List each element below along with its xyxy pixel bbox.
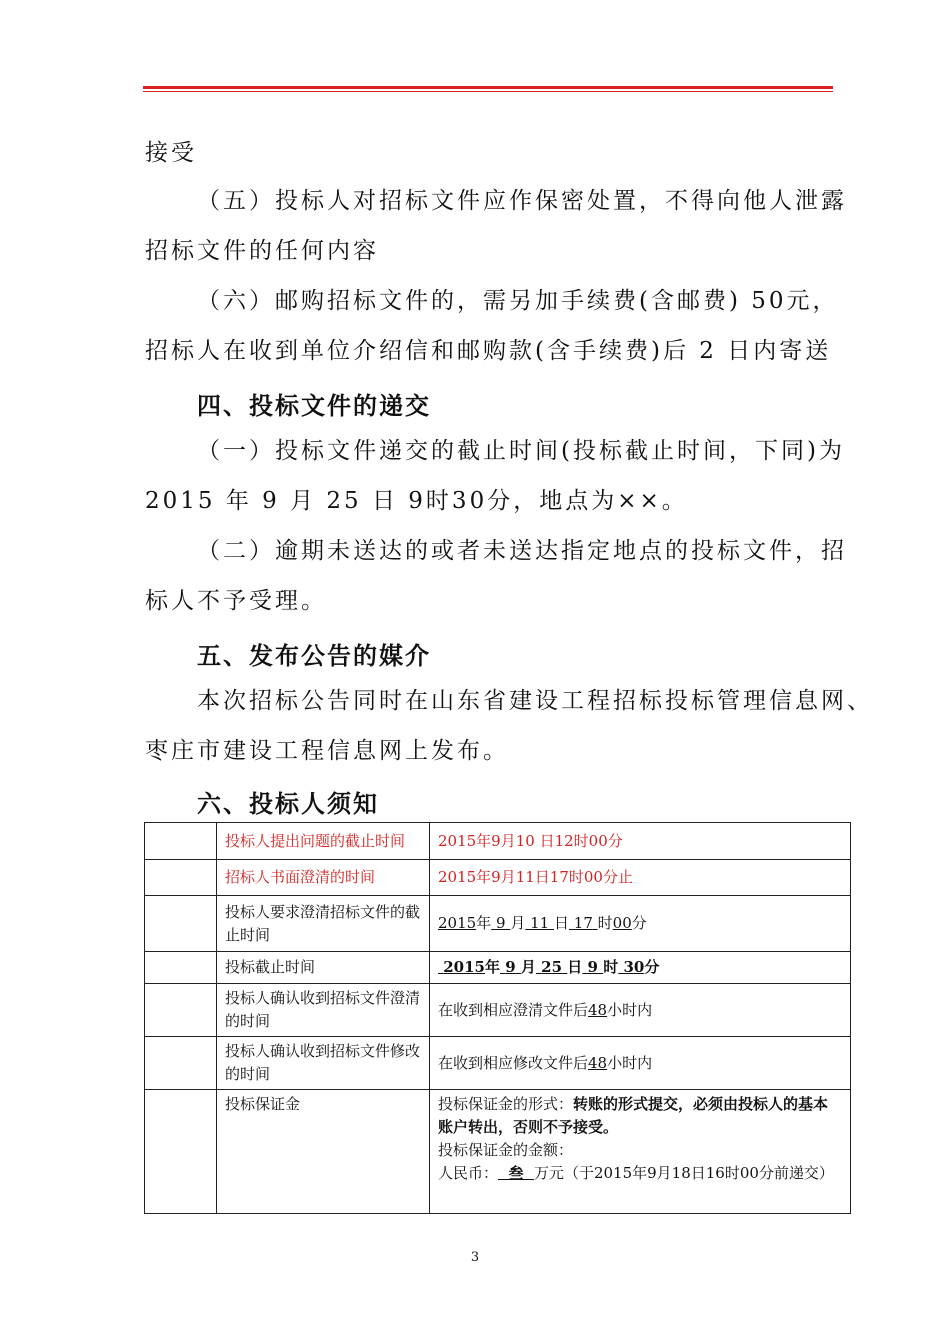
date-unit: 日 (567, 958, 583, 976)
date-month: 9 (505, 958, 516, 976)
table-cell-label: 投标人确认收到招标文件修改的时间 (217, 1037, 430, 1090)
table-cell-blank (145, 823, 217, 860)
text-line: 本次招标公告同时在山东省建设工程招标投标管理信息网、 (197, 688, 873, 714)
hours-value: 48 (588, 1053, 608, 1072)
date-day: 25 (541, 958, 563, 976)
table-cell-blank (145, 952, 217, 984)
paragraph-submission-deadline (145, 426, 845, 526)
table-cell-blank (145, 1037, 217, 1090)
table-row (145, 860, 851, 896)
paragraph-media (145, 676, 873, 776)
section-heading-6: 六、投标人须知 (197, 790, 379, 818)
value-text: 小时内 (607, 1053, 653, 1072)
date-minute: 30 (623, 958, 645, 976)
header-rule-thick (143, 86, 833, 89)
text-line: 接受 (145, 140, 197, 166)
value-text: 投标保证金的形式： (438, 1095, 574, 1113)
date-unit: 分 (631, 914, 647, 932)
table-cell-value (430, 1037, 851, 1090)
value-text: 在收到相应澄清文件后 (438, 1000, 589, 1019)
table-cell-label: 投标保证金 (217, 1090, 430, 1214)
table-cell-value: 2015年9月11日17时00分止 (430, 860, 851, 896)
section-heading-5: 五、发布公告的媒介 (197, 642, 431, 670)
date-year: 2015 (438, 914, 477, 932)
table-cell-label: 招标人书面澄清的时间 (217, 860, 430, 896)
table-cell-label: 投标截止时间 (217, 952, 430, 984)
text-line: 枣庄市建设工程信息网上发布。 (145, 738, 509, 764)
date-hour: 9 (587, 958, 598, 976)
table-cell-label: 投标人要求澄清招标文件的截止时间 (217, 896, 430, 952)
text-line: 2015 年 9 月 25 日 9时30分，地点为××。 (145, 488, 688, 514)
bidder-notice-table (144, 822, 851, 1214)
page-number: 3 (470, 1250, 480, 1265)
text-line: 招标文件的任何内容 (145, 238, 379, 264)
paragraph-item-5 (145, 176, 847, 276)
deposit-amount: 叁 (508, 1164, 524, 1182)
text-line: （一）投标文件递交的截止时间(投标截止时间，下同)为 (197, 438, 845, 464)
table-cell-value (430, 984, 851, 1037)
paragraph-item-6 (145, 276, 840, 376)
date-day: 11 (530, 914, 550, 932)
table-cell-blank (145, 896, 217, 952)
text-line: 招标人在收到单位介绍信和邮购款(含手续费)后 2 日内寄送 (145, 338, 832, 364)
date-unit: 年 (476, 914, 492, 932)
value-text: 在收到相应修改文件后 (438, 1053, 589, 1072)
date-unit: 年 (484, 958, 500, 976)
header-rule-thin (143, 91, 833, 92)
date-unit: 日 (553, 914, 569, 932)
table-cell-blank (145, 860, 217, 896)
table-cell-blank (145, 984, 217, 1037)
value-text: 万元（于2015年9月18日16时00分前递交） (533, 1164, 834, 1182)
date-unit: 时 (603, 958, 619, 976)
table-row (145, 984, 851, 1037)
hours-value: 48 (588, 1000, 608, 1019)
date-month: 9 (495, 914, 506, 932)
table-cell-blank (145, 1090, 217, 1214)
paragraph-continuation (145, 128, 840, 178)
table-cell-label: 投标人提出问题的截止时间 (217, 823, 430, 860)
table-cell-label: 投标人确认收到招标文件澄清的时间 (217, 984, 430, 1037)
value-text: 小时内 (607, 1000, 653, 1019)
table-row (145, 823, 851, 860)
table-cell-value: 2015年9月10 日12时00分 (430, 823, 851, 860)
date-hour: 17 (573, 914, 593, 932)
table-row (145, 952, 851, 984)
date-unit: 月 (520, 958, 536, 976)
table-cell-value (430, 896, 851, 952)
text-line: （六）邮购招标文件的，需另加手续费(含邮费) 50元， (197, 288, 839, 314)
date-year: 2015 (443, 958, 485, 976)
table-row (145, 1037, 851, 1090)
table-row (145, 896, 851, 952)
value-text: 投标保证金的金额： (438, 1141, 574, 1159)
value-text: 人民币： (438, 1164, 499, 1182)
date-minute: 00 (612, 914, 632, 932)
date-unit: 月 (510, 914, 526, 932)
text-line: （二）逾期未送达的或者未送达指定地点的投标文件，招 (197, 538, 847, 564)
table-cell-value (430, 1090, 851, 1214)
section-heading-4: 四、投标文件的递交 (197, 392, 431, 420)
table-cell-value (430, 952, 851, 984)
date-unit: 分 (644, 958, 660, 976)
paragraph-late-submission (145, 526, 847, 626)
text-line: （五）投标人对招标文件应作保密处置，不得向他人泄露 (197, 188, 847, 214)
table-row (145, 1090, 851, 1214)
text-line: 标人不予受理。 (145, 588, 327, 614)
deposit-form-value: 转账的形式提交，必须由投标人的基本账户转出，否则不予接受。 (438, 1095, 829, 1136)
date-unit: 时 (597, 914, 613, 932)
